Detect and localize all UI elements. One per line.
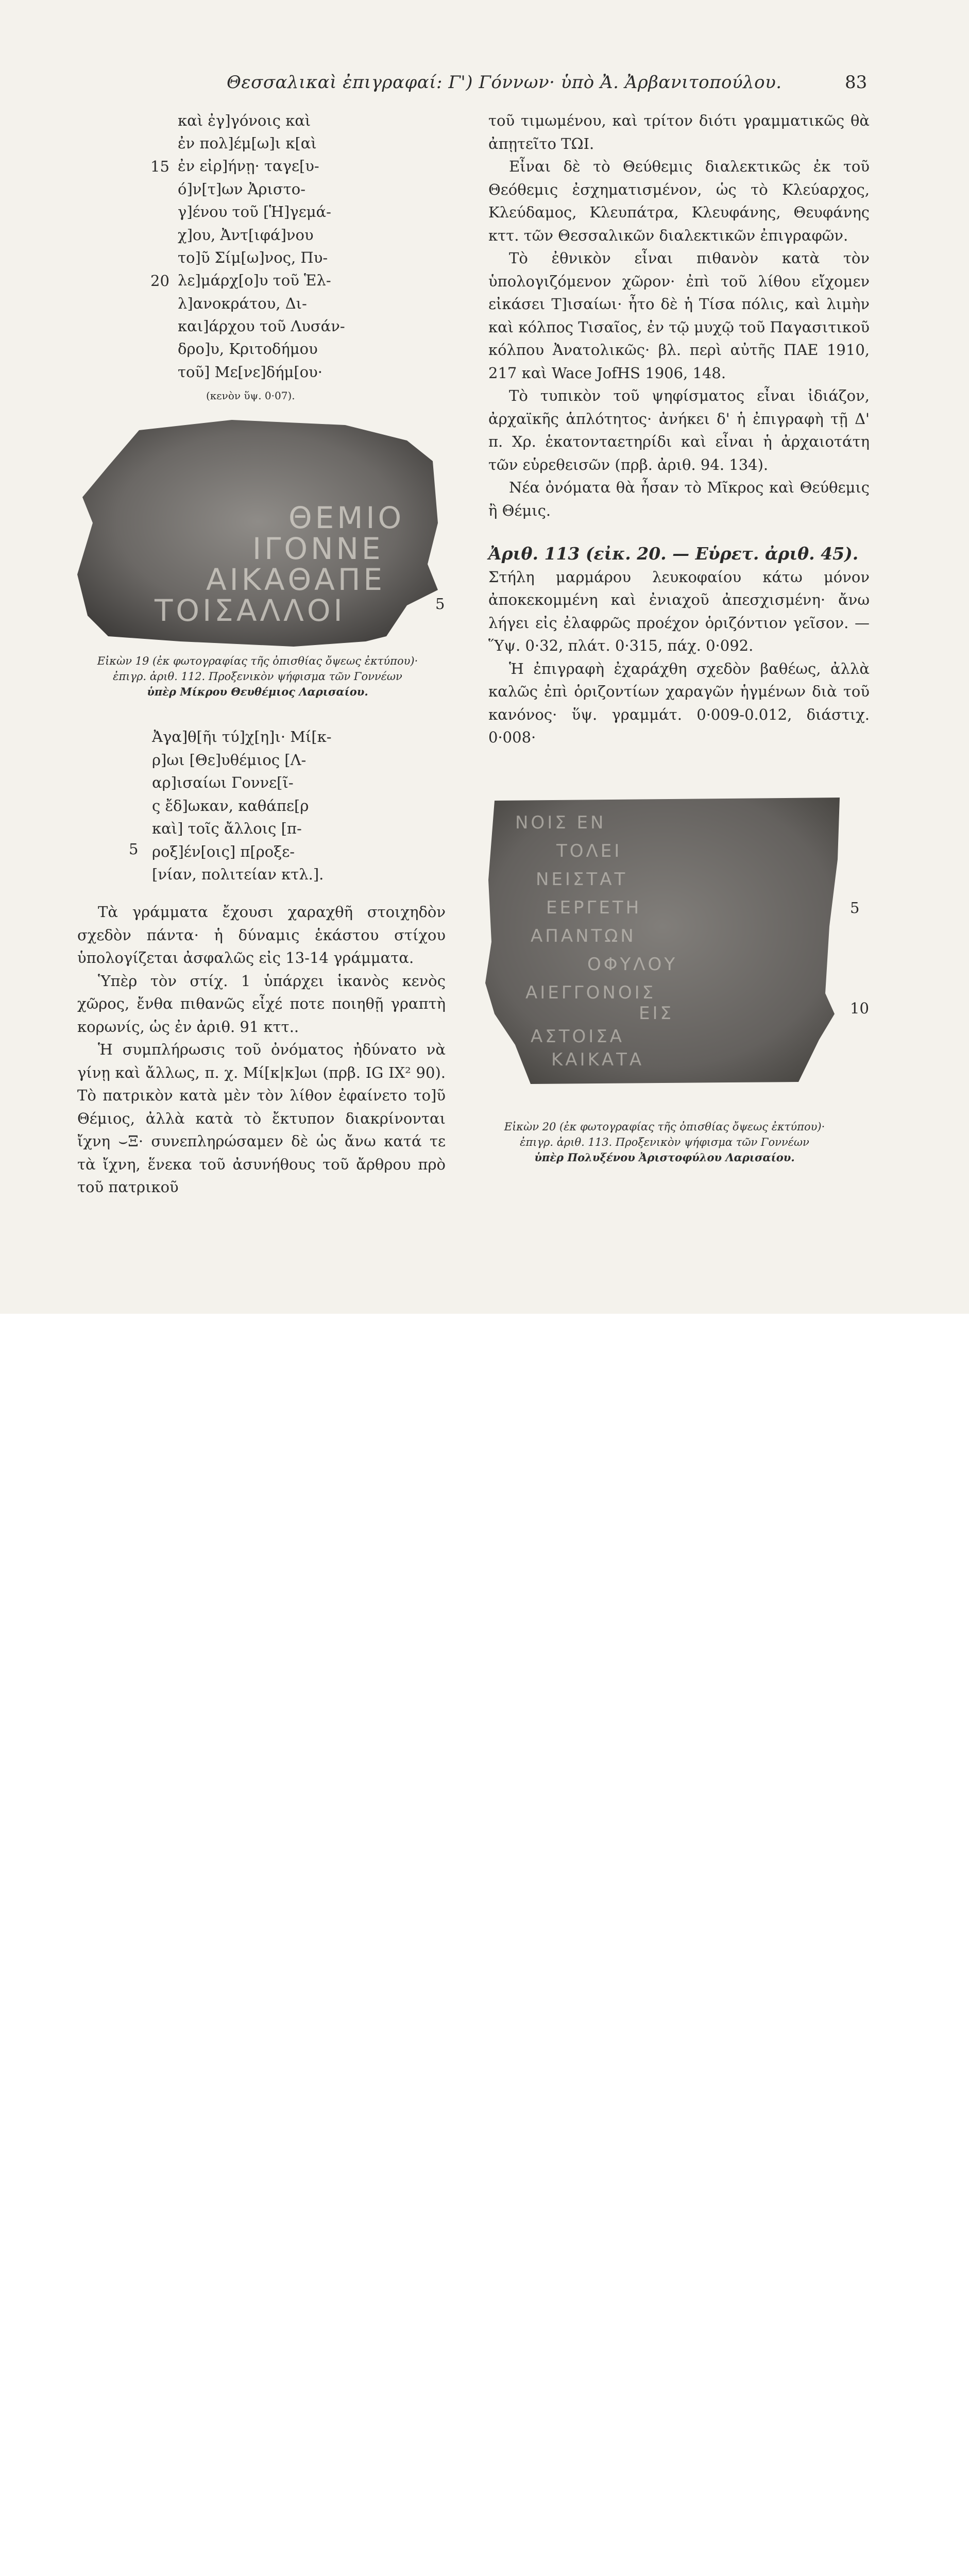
paragraph: Στήλη μαρμάρου λευκοφαίου κάτω μόνον ἀποκεκομμένη καὶ ἐνιαχοῦ ἀπεσχισμένη· ἄνω λήγει εἰς ἐλαφρῶς προέχον ὁριζόντιον γεῖσον. — Ὕψ. 0·32, πλάτ. 0·315, πάχ. 0·092.	[488, 568, 870, 654]
stone-inscription-text: ΚΑΙΚΑΤΑ	[551, 1049, 644, 1070]
caption-line: ἐπιγρ. ἀριθ. 113. Προξενικὸν ψήφισμα τῶν Γοννέων	[520, 1136, 809, 1148]
stone-inscription-text: ΑΙΚΑΘΑΠΕ	[206, 562, 386, 597]
stone-inscription-text: ΑΠΑΝΤΩΝ	[531, 926, 636, 946]
section-heading-113: Ἀριθ. 113 (εἰκ. 20. — Εὑρετ. ἀριθ. 45).	[488, 544, 859, 564]
paragraph: Νέα ὀνόματα θὰ ἦσαν τὸ Μῖκρος καὶ Θεύθεμις ἢ Θέμις.	[488, 479, 870, 519]
paragraph: Ὑπὲρ τὸν στίχ. 1 ὑπάρχει ἱκανὸς κενὸς χῶρος, ἔνθα πιθανῶς εἶχέ ποτε ποιηθῇ γραπτὴ κορωνίς, ὡς ἐν ἀριθ. 91 κττ..	[77, 972, 446, 1036]
inscription-line: χ]ου, Ἀντ[ιφά]νου	[178, 226, 314, 244]
paragraph: Τὸ ἐθνικὸν εἶναι πιθανὸν κατὰ τὸν ὑπολογιζόμενον χῶρον· ἐπὶ τοῦ λίθου εἴχομεν εἰκάσει Τ]ισαίωι· ἦτο δὲ ἡ Τίσα πόλις, καὶ λιμὴν καὶ κόλπος Τισαῖος, ἐν τῷ μυχῷ τοῦ Παγασιτικοῦ κόλπου Ἀνατολικῶς· βλ. περὶ αὐτῆς ΠΑΕ 1910, 217 καὶ Wace JofHS 1906, 148.	[488, 249, 870, 382]
inscription-line: και]άρχου τοῦ Λυσάν-	[178, 317, 345, 335]
inscription-line: [νίαν, πολιτείαν κτλ.].	[152, 866, 324, 883]
inscription-line: ρ]ωι [Θε]υθέμιος [Λ-	[152, 751, 307, 769]
paragraph: Τὰ γράμματα ἔχουσι χαραχθῆ στοιχηδὸν σχεδὸν πάντα· ἡ δύναμις ἑκάστου στίχου ὑπολογίζεται ἀσφαλῶς εἰς 13-14 γράμματα.	[77, 903, 446, 967]
inscription-line: ροξ]έν[οις] π[ροξε-	[152, 843, 295, 860]
inscription-line: ἐν πολ]έμ[ω]ι κ[αὶ	[178, 134, 317, 152]
figure-20-caption	[484, 1119, 845, 1165]
caption-line: Εἰκὼν 19 (ἐκ φωτογραφίας τῆς ὀπισθίας ὄψεως ἐκτύπου)·	[97, 655, 418, 667]
inscription-line: ό]ν[τ]ων Ἀριστο-	[178, 180, 306, 198]
stone-inscription-text: ΤΟΛΕΙ	[556, 841, 622, 861]
page-number: 83	[845, 72, 868, 93]
paragraph: Τὸ τυπικὸν τοῦ ψηφίσματος εἶναι ἰδιάζον, ἀρχαϊκῆς ἁπλότητος· ἀνήκει δ' ἡ ἐπιγραφὴ τῇ Δ' π. Χρ. ἑκατονταετηρίδι καὶ εἶναι ἡ ἀρχαιοτάτη τῶν εὑρεθεισῶν (πρβ. ἀριθ. 94. 134).	[488, 387, 870, 473]
caption-line: ὑπὲρ Μίκρου Θευθέμιος Λαρισαίου.	[147, 685, 368, 698]
inscription-line: ς ἔδ]ωκαν, καθάπε[ρ	[152, 797, 309, 815]
inscription-note: (κενὸν ὕψ. 0·07).	[206, 389, 295, 402]
stone-inscription-text: ΕΙΣ	[639, 1003, 674, 1024]
inscription-line: αρ]ισαίωι Γοννε[ῖ-	[152, 774, 294, 791]
figure-20-stone-photo	[484, 798, 845, 1086]
inscription-line: ἐν εἰρ]ήνῃ· ταγε[υ-	[178, 157, 319, 175]
line-number: 15	[150, 158, 169, 175]
inscription-line: γ]ένου τοῦ [Ἡ]γεμά-	[178, 203, 331, 221]
inscription-line: τοῦ] Με[νε]δήμ[ου·	[178, 363, 322, 381]
stone-inscription-text: ΑΣΤΟΙΣΑ	[531, 1026, 625, 1047]
stone-inscription-text: ΤΟΙΣΑΛΛΟΙ	[155, 593, 346, 628]
caption-line: Εἰκὼν 20 (ἐκ φωτογραφίας τῆς ὀπισθίας ὄψεως ἐκτύπου)·	[504, 1121, 825, 1133]
figure-19-stone-photo	[77, 420, 438, 647]
stone-inscription-text: ΟΦΥΛΟΥ	[587, 954, 678, 975]
figure-line-number: 5	[435, 595, 445, 613]
figure-line-number: 5	[850, 899, 860, 917]
line-number: 20	[150, 272, 169, 290]
paragraph: Εἶναι δὲ τὸ Θεύθεμις διαλεκτικῶς ἐκ τοῦ Θεόθεμις ἐσχηματισμένον, ὡς τὸ Κλεύαρχος, Κλεύδαμος, Κλευπάτρα, Κλευφάνης, Θευφάνης κττ. τῶν Θεσσαλικῶν διαλεκτικῶν ἐπιγραφῶν.	[488, 158, 870, 244]
stone-inscription-text: ΑΙΕΓΓΟΝΟΙΣ	[525, 982, 656, 1003]
running-header-title: Θεσσαλικαὶ ἐπιγραφαί: Γ') Γόννων· ὑπὸ Ἀ. Ἀρβανιτοπούλου.	[227, 72, 782, 93]
inscription-line: Ἀγα]θ[ῆι τύ]χ[η]ι· Μί[κ-	[152, 728, 332, 745]
stone-inscription-text: ΝΕΙΣΤΑΤ	[536, 869, 628, 890]
paragraph: Ἡ ἐπιγραφὴ ἐχαράχθη σχεδὸν βαθέως, ἀλλὰ καλῶς ἐπὶ ὁριζοντίων χαραγῶν ἡγμένων διὰ τοῦ κανόνος· ὕψ. γραμμάτ. 0·009-0.012, διάστιχ. 0·008·	[488, 659, 870, 746]
inscription-line: δρο]υ, Κριτοδήμου	[178, 340, 318, 358]
right-column-commentary	[488, 109, 870, 749]
inscription-line: λ]ανοκράτου, Δι-	[178, 295, 307, 312]
paragraph: τοῦ τιμωμένου, καὶ τρίτον διότι γραμματικῶς θὰ ἀπῃτεῖτο ΤΩΙ.	[488, 112, 870, 152]
caption-line: ὑπὲρ Πολυξένου Ἀριστοφύλου Λαρισαίου.	[534, 1151, 795, 1164]
paragraph: Ἡ συμπλήρωσις τοῦ ὀνόματος ἠδύνατο νὰ γίνῃ καὶ ἄλλως, π. χ. Μί[κ|κ]ωι (πρβ. IG IX² 90). Τὸ πατρικὸν κατὰ μὲν τὸν λίθον ἐφαίνετο το]ῦ Θέμιος, ἀλλὰ κατὰ τὸ ἔκτυπον διακρίνονται ἴχνη ⌣Ξ· συνεπληρώσαμεν δὲ ὡς ἄνω κατά τε τὰ ἴχνη, ἕνεκα τοῦ ἀσυνήθους τοῦ ἄρθρου πρὸ τοῦ πατρικοῦ	[77, 1041, 446, 1196]
stone-inscription-text: ΕΕΡΓΕΤΗ	[546, 897, 642, 918]
stone-inscription-text: ΙΓΟΝΝΕ	[252, 531, 384, 566]
inscription-line: καὶ] τοῖς ἄλλοις [π-	[152, 820, 302, 837]
line-number: 5	[129, 840, 139, 858]
inscription-line: καὶ ἐγ]γόνοις καὶ	[178, 112, 311, 129]
figure-line-number: 10	[850, 999, 869, 1017]
inscription-line: λε]μάρχ[ο]υ τοῦ Ἑλ-	[178, 272, 331, 289]
stone-inscription-text: ΝΟΙΣ ΕΝ	[515, 812, 606, 833]
digitization-footer	[0, 1314, 969, 1387]
stone-inscription-text: ΘΕΜΙΟ	[288, 500, 405, 535]
caption-line: ἐπιγρ. ἀριθ. 112. Προξενικὸν ψήφισμα τῶν Γοννέων	[113, 670, 402, 683]
left-column-commentary	[77, 901, 446, 1199]
figure-19-caption	[67, 653, 448, 700]
inscription-line: το]ῦ Σίμ[ω]νος, Πυ-	[178, 249, 328, 266]
